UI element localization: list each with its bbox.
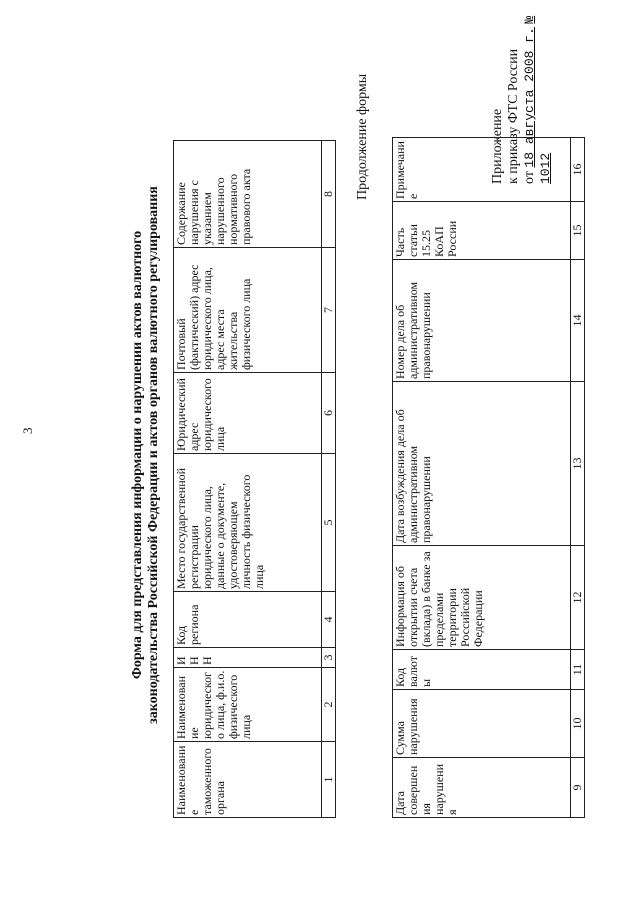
- table2-header-row: [393, 138, 571, 818]
- form-table-part1: [173, 140, 336, 818]
- appendix-date: 18 августа 2008 г.: [522, 27, 537, 168]
- table2-column-number: 15: [571, 202, 585, 260]
- table2-header-cell: Дата возбуждения дела об административном правонарушении: [393, 382, 571, 546]
- table2-header-cell: Примечание: [393, 138, 571, 202]
- table1-header-cell: Место государственной регистрации юридического лица, данные о документе, удостоверяющем личность физического лица: [174, 454, 322, 592]
- table2-header-cell: Номер дела об административном правонарушении: [393, 260, 571, 382]
- table2-column-number: 11: [571, 650, 585, 690]
- table1-column-number: 2: [322, 668, 336, 742]
- form-table-part2: [392, 137, 585, 818]
- table2-header-cell: Дата совершения нарушения: [393, 758, 571, 818]
- table1-header-cell: Почтовый (фактический) адрес юридического лица, адрес места жительства физического лица: [174, 248, 322, 373]
- appendix-line2: к приказу ФТС России: [506, 48, 521, 184]
- appendix-line1: Приложение: [490, 108, 505, 184]
- appendix-number: № 1012: [522, 15, 553, 184]
- table2-header-cell: Сумма нарушения: [393, 690, 571, 758]
- table1-column-number: 8: [322, 141, 336, 248]
- table2-header-cell: Код валюты: [393, 650, 571, 690]
- table1-column-number: 3: [322, 648, 336, 668]
- table2-column-number: 14: [571, 260, 585, 382]
- table1-header-cell: Юридический адрес юридического лица: [174, 373, 322, 454]
- table2-column-number: 13: [571, 382, 585, 546]
- appendix-date-prefix: от: [522, 171, 537, 184]
- table1-column-number: 5: [322, 454, 336, 592]
- table1-column-number: 1: [322, 742, 336, 818]
- form-title-line2: законодательства Российской Федерации и актов органов валютного регулирования: [146, 186, 161, 724]
- table1-column-number: 4: [322, 592, 336, 648]
- table1-header-cell: Содержание нарушения с указанием нарушенного нормативного правового акта: [174, 141, 322, 248]
- table2-header-cell: Информация об открытии счета (вклада) в банке за пределами территории Российской Федерации: [393, 546, 571, 650]
- table1-column-number: 7: [322, 248, 336, 373]
- table1-header-cell: Код региона: [174, 592, 322, 648]
- table2-header-cell: Часть статьи 15.25 КоАП России: [393, 202, 571, 260]
- table1-header-cell: Наименование таможенного органа: [174, 742, 322, 818]
- table2-column-number: 12: [571, 546, 585, 650]
- table2-column-number: 9: [571, 758, 585, 818]
- table1-header-row: [174, 141, 322, 818]
- page-number: 3: [20, 427, 35, 434]
- table2-column-number: 16: [571, 138, 585, 202]
- table1-number-row: [322, 141, 336, 818]
- form-continuation-label: Продолжение формы: [355, 73, 370, 200]
- form-title-line1: Форма для представления информации о нарушении актов валютного: [130, 230, 145, 680]
- table2-column-number: 10: [571, 690, 585, 758]
- table1-header-cell: ИНН: [174, 648, 322, 668]
- table1-column-number: 6: [322, 373, 336, 454]
- table1-header-cell: Наименование юридического лица, ф.и.о. физического лица: [174, 668, 322, 742]
- table2-number-row: [571, 138, 585, 818]
- form-title: [130, 145, 162, 765]
